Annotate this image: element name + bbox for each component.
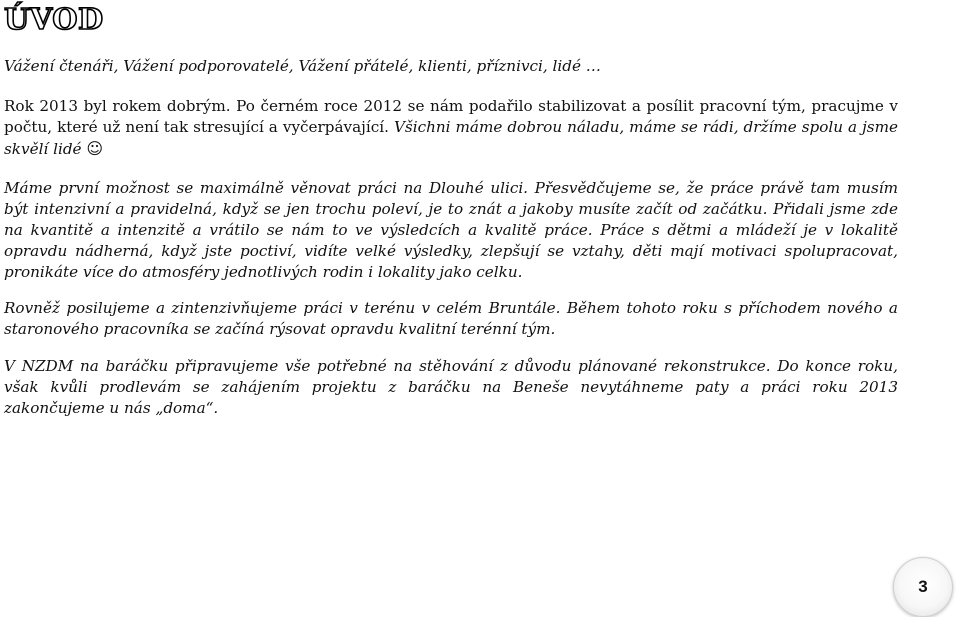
paragraph-dlouha-street: Máme první možnost se maximálně věnovat práci na Dlouhé ulici. Přesvědčujeme se, že práce právě tam musím být intenzivní a pravidelná, když se jen trochu poleví, je to znát a jakoby musíte začít od začátku. Přidali jsme zde na kvantitě a intenzitě a vrátilo se nám to ve výsledcích a kvalitě práce. Práce s dětmi a mládeží je v lokalitě opravdu nádherná, když jste poctiví, vidíte velké výsledky, zlepšují se vztahy, děti mají motivaci spolupracovat, pronikáte více do atmosféry jednotlivých rodin i lokality jako celku. <box>4 179 898 281</box>
paragraph-intro <box>4 96 898 160</box>
greeting-line: Vážení čtenáři, Vážení podporovatelé, Vážení přátelé, klienti, příznivci, lidé … <box>4 57 601 75</box>
paragraph-intro-italic: Všichni máme dobrou náladu, máme se rádi, držíme spolu a jsme skvělí lidé <box>4 118 898 158</box>
smiley-icon: ☺ <box>86 139 104 158</box>
page-number-badge <box>893 557 953 617</box>
page-title: ÚVOD <box>4 2 104 36</box>
paragraph-nzdm: V NZDM na baráčku připravujeme vše potřebné na stěhování z důvodu plánované rekonstrukce. Do konce roku, však kvůli prodlevám se zahájením projektu z baráčku na Beneše nevytáhneme paty a práci roku 2013 zakončujeme u nás „doma“. <box>4 357 898 417</box>
page-number: 3 <box>918 577 928 596</box>
paragraph-intro-normal: Rok 2013 byl rokem dobrým. Po černém roce 2012 se nám podařilo stabilizovat a posílit pracovní tým, pracujme v počtu, které už není tak stresující a vyčerpávající. <box>4 97 898 136</box>
paragraph-field-work: Rovněž posilujeme a zintenzivňujeme práci v terénu v celém Bruntále. Během tohoto roku s příchodem nového a staronového pracovníka se začíná rýsovat opravdu kvalitní terénní tým. <box>4 299 898 338</box>
